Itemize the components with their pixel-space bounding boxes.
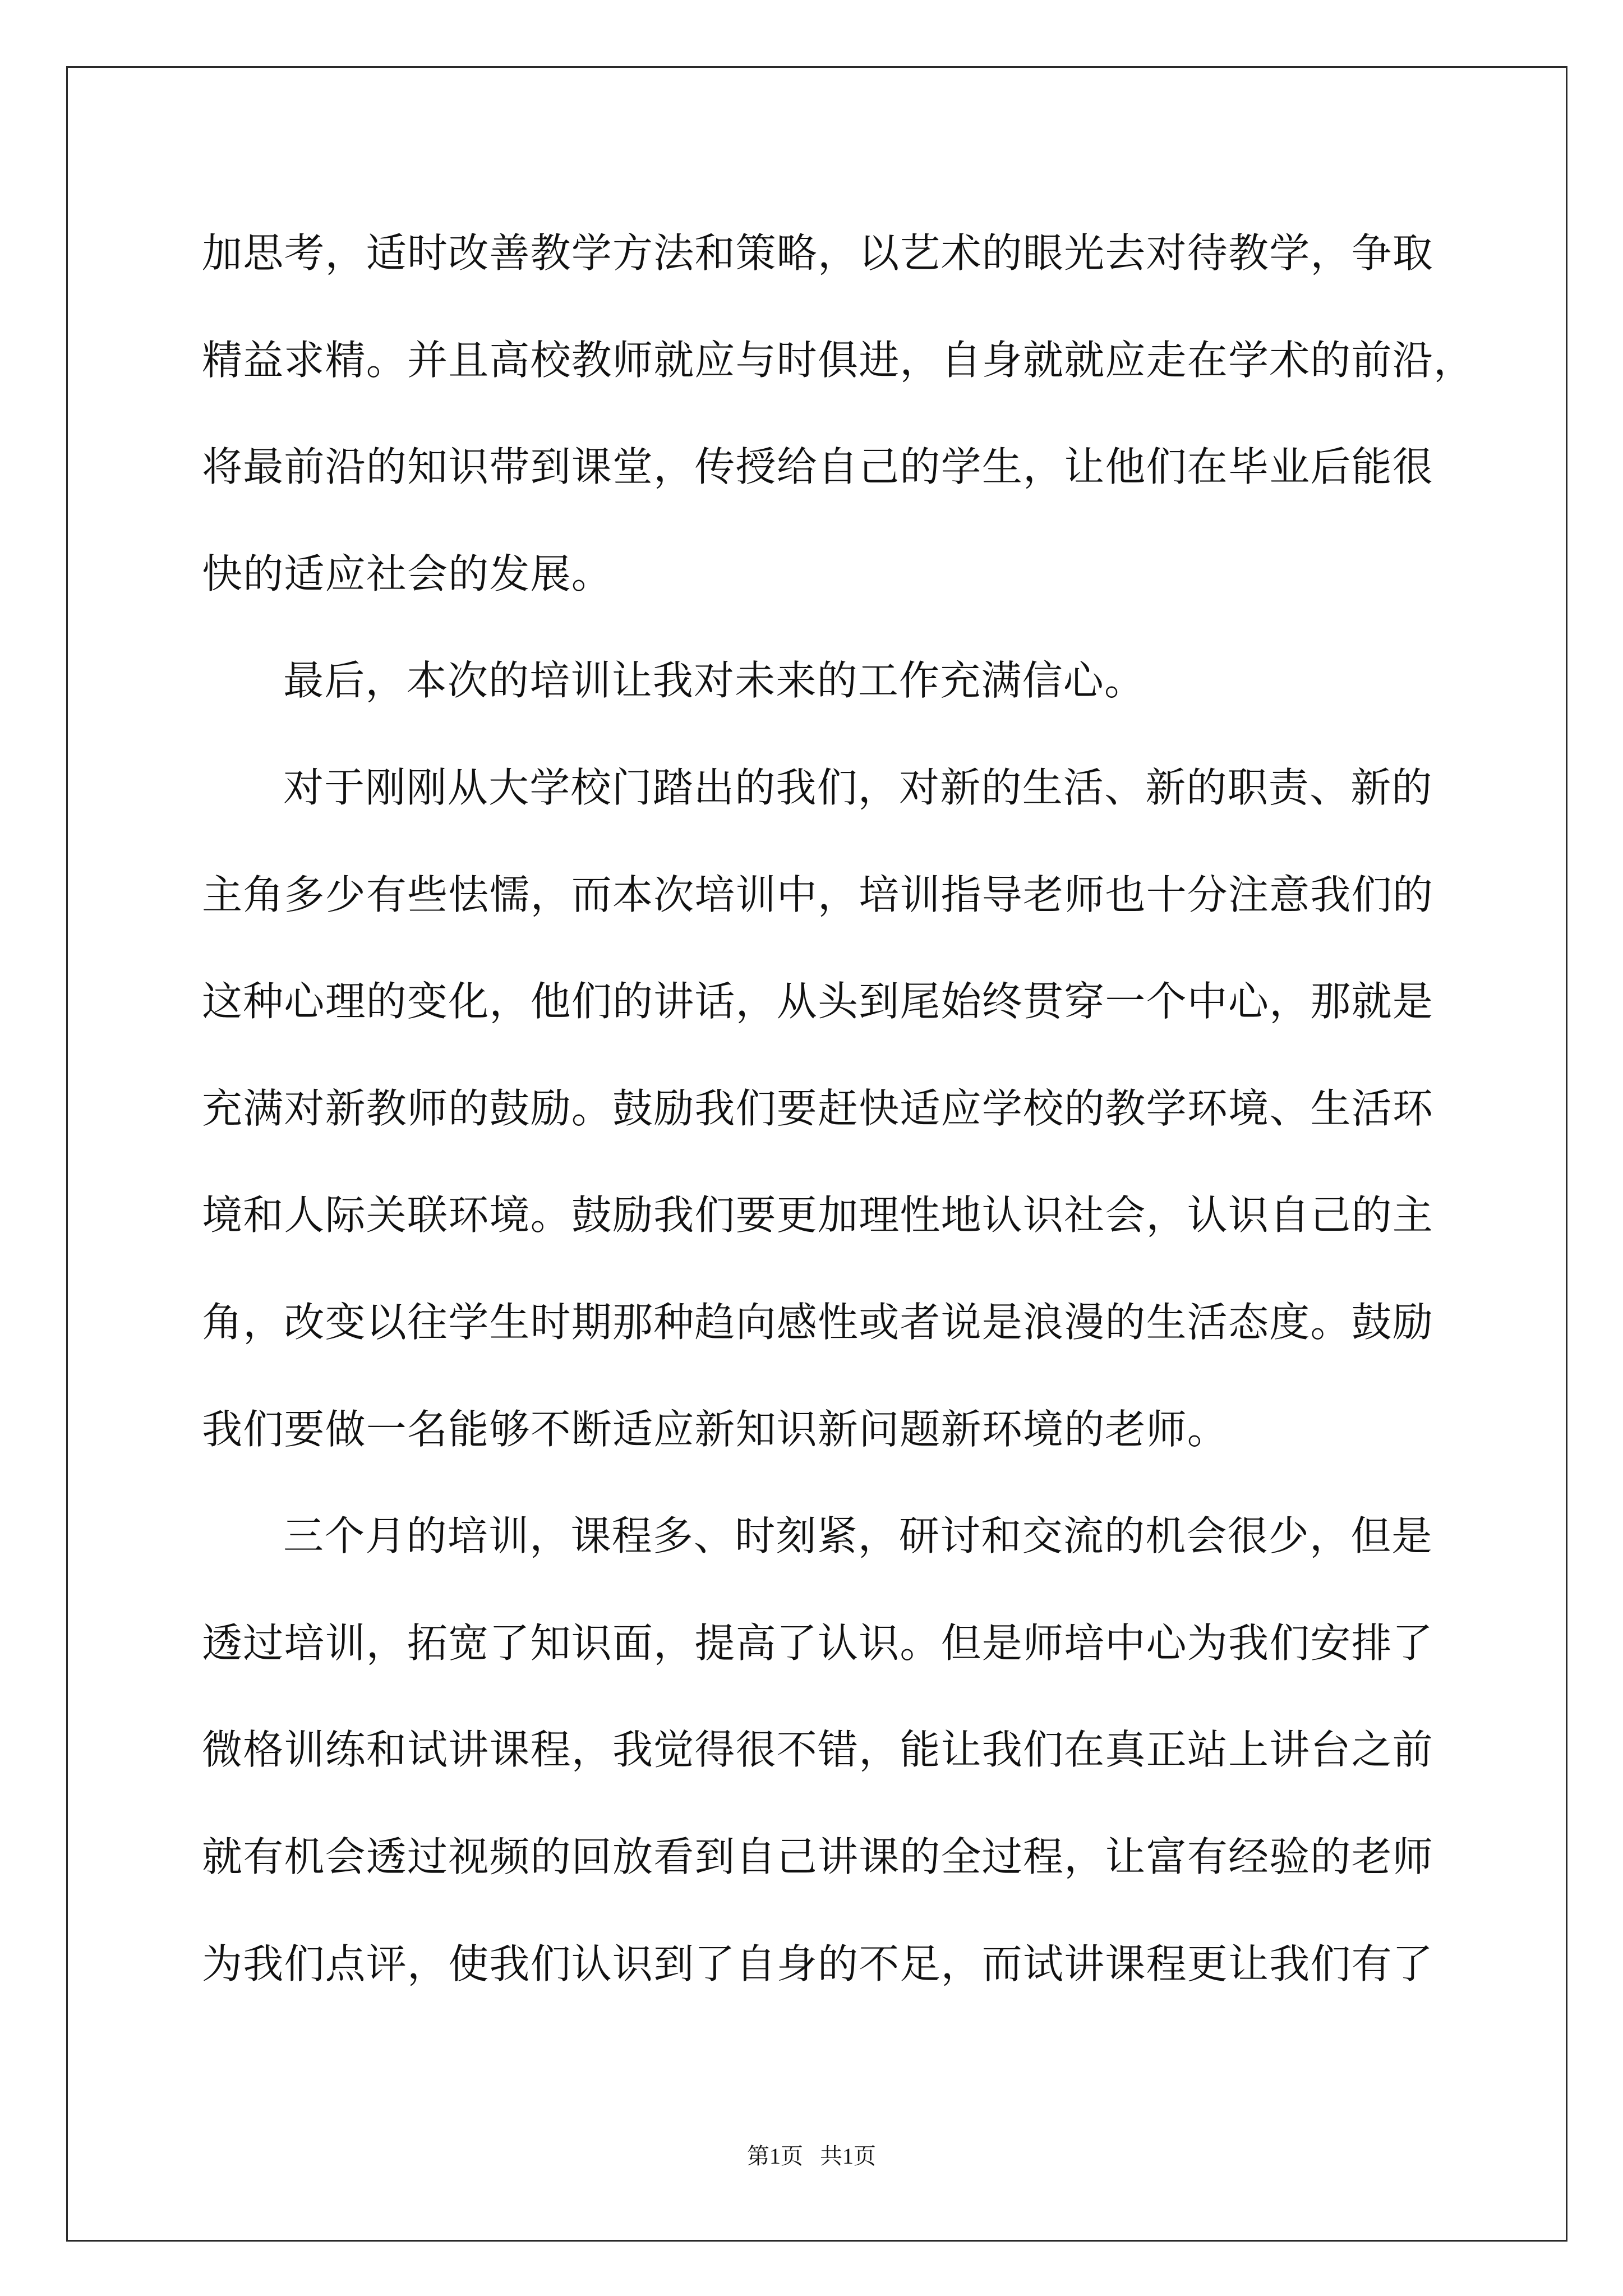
text-line: 透过培训，拓宽了知识面，提高了认识。但是师培中心为我们安排了 bbox=[202, 1619, 1434, 1667]
text-line: 充满对新教师的鼓励。鼓励我们要赶快适应学校的教学环境、生活环 bbox=[202, 1084, 1434, 1132]
text-line: 三个月的培训，课程多、时刻紧，研讨和交流的机会很少，但是 bbox=[283, 1512, 1433, 1560]
page-number-footer: 第1页 共1页 bbox=[747, 2143, 876, 2169]
text-line: 微格训练和试讲课程，我觉得很不错，能让我们在真正站上讲台之前 bbox=[202, 1726, 1434, 1774]
text-line: 对于刚刚从大学校门踏出的我们，对新的生活、新的职责、新的 bbox=[283, 764, 1433, 811]
text-line: 这种心理的变化，他们的讲话，从头到尾始终贯穿一个中心，那就是 bbox=[202, 978, 1434, 1025]
text-line: 将最前沿的知识带到课堂，传授给自己的学生，让他们在毕业后能很 bbox=[202, 443, 1434, 491]
text-line: 最后，本次的培训让我对未来的工作充满信心。 bbox=[283, 657, 1146, 705]
text-line: 主角多少有些怯懦，而本次培训中，培训指导老师也十分注意我们的 bbox=[202, 871, 1434, 918]
text-line: 就有机会透过视频的回放看到自己讲课的全过程，让富有经验的老师 bbox=[202, 1833, 1434, 1880]
text-line: 为我们点评，使我们认识到了自身的不足，而试讲课程更让我们有了 bbox=[202, 1940, 1434, 1987]
text-line: 角，改变以往学生时期那种趋向感性或者说是浪漫的生活态度。鼓励 bbox=[202, 1299, 1434, 1346]
page-border bbox=[66, 66, 1567, 2242]
text-line: 加思考，适时改善教学方法和策略，以艺术的眼光去对待教学，争取 bbox=[202, 229, 1434, 277]
text-line: 精益求精。并且高校教师就应与时俱进，自身就就应走在学术的前沿， bbox=[202, 336, 1475, 384]
text-line: 快的适应社会的发展。 bbox=[202, 550, 613, 597]
text-line: 我们要做一名能够不断适应新知识新问题新环境的老师。 bbox=[202, 1405, 1229, 1453]
text-line: 境和人际关联环境。鼓励我们要更加理性地认识社会，认识自己的主 bbox=[202, 1191, 1434, 1239]
